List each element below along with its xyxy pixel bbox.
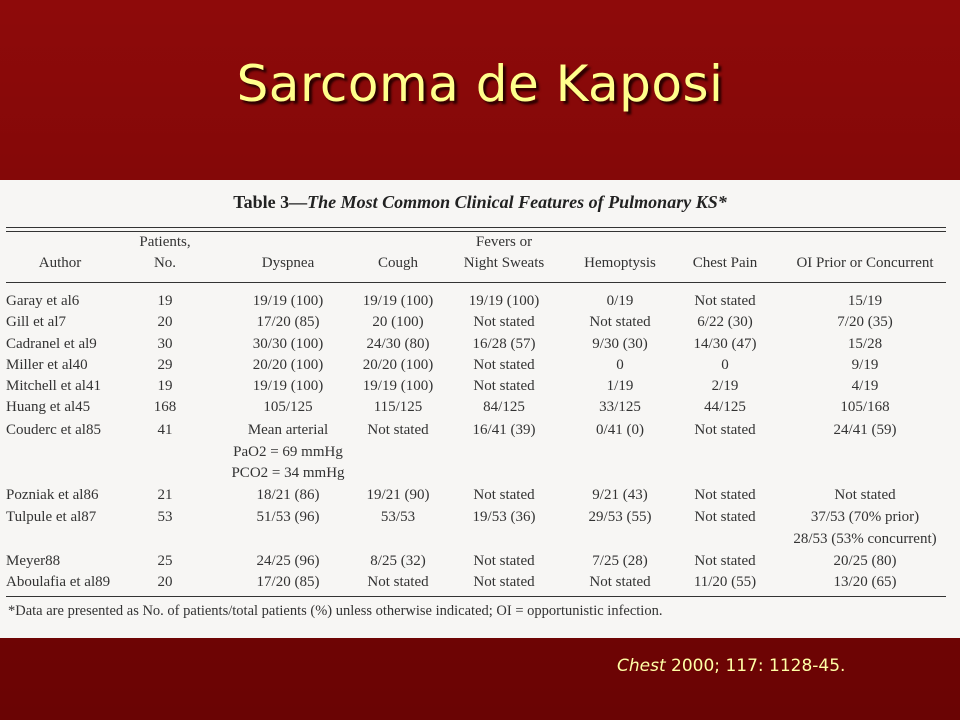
column-header-line: OI Prior or Concurrent bbox=[796, 255, 934, 271]
cell-hemoptysis: 33/125 bbox=[599, 399, 641, 415]
cell-fevers: Not stated bbox=[473, 378, 535, 394]
cell-patients: 29 bbox=[157, 357, 173, 373]
cell-fevers: Not stated bbox=[473, 487, 535, 503]
cell-dyspnea: 51/53 (96) bbox=[256, 509, 320, 525]
citation-details: 2000; 117: 1128-45. bbox=[665, 656, 846, 676]
cell-oi: 13/20 (65) bbox=[833, 574, 897, 590]
cell-cough: 19/21 (90) bbox=[366, 487, 430, 503]
cell-hemoptysis: Not stated bbox=[589, 574, 651, 590]
cell-hemoptysis: Not stated bbox=[589, 314, 651, 330]
cell-fevers: 19/53 (36) bbox=[472, 509, 536, 525]
cell-patients: 21 bbox=[157, 487, 173, 503]
cell-patients: 20 bbox=[157, 574, 173, 590]
column-header-line: Night Sweats bbox=[463, 255, 545, 271]
cell-chest-pain: Not stated bbox=[694, 553, 756, 569]
cell-author: Huang et al45 bbox=[6, 399, 91, 415]
cell-cough: Not stated bbox=[367, 422, 429, 438]
cell-oi: Not stated bbox=[834, 487, 896, 503]
cell-oi: 15/28 bbox=[847, 336, 883, 352]
cell-hemoptysis: 9/30 (30) bbox=[592, 336, 648, 352]
cell-fevers: Not stated bbox=[473, 314, 535, 330]
cell-fevers: 84/125 bbox=[483, 399, 525, 415]
cell-chest-pain: 6/22 (30) bbox=[697, 314, 753, 330]
table-title-prefix: Table 3— bbox=[233, 192, 308, 212]
cell-oi: 20/25 (80) bbox=[833, 553, 897, 569]
cell-dyspnea: 18/21 (86) bbox=[256, 487, 320, 503]
column-header-line: No. bbox=[153, 255, 177, 271]
cell-fevers: 16/28 (57) bbox=[472, 336, 536, 352]
cell-author: Miller et al40 bbox=[6, 357, 88, 373]
cell-chest-pain: Not stated bbox=[694, 293, 756, 309]
cell-patients: 53 bbox=[157, 509, 173, 525]
cell-hemoptysis: 7/25 (28) bbox=[592, 553, 648, 569]
cell-chest-pain: 0 bbox=[721, 357, 729, 373]
cell-hemoptysis: 0 bbox=[616, 357, 624, 373]
cell-dyspnea: 30/30 (100) bbox=[252, 336, 324, 352]
cell-fevers: 16/41 (39) bbox=[472, 422, 536, 438]
citation bbox=[617, 656, 845, 676]
cell-cough: 19/19 (100) bbox=[362, 293, 434, 309]
cell-author: Gill et al7 bbox=[6, 314, 66, 330]
table-rule-bottom bbox=[6, 596, 946, 597]
cell-dyspnea: PaO2 = 69 mmHg bbox=[233, 444, 343, 460]
cell-oi: 28/53 (53% concurrent) bbox=[793, 531, 937, 547]
cell-dyspnea: 19/19 (100) bbox=[252, 378, 324, 394]
table-title bbox=[0, 192, 960, 213]
cell-dyspnea: 20/20 (100) bbox=[252, 357, 324, 373]
cell-chest-pain: 14/30 (47) bbox=[693, 336, 757, 352]
citation-journal: Chest bbox=[617, 656, 666, 676]
cell-cough: 24/30 (80) bbox=[366, 336, 430, 352]
cell-cough: 8/25 (32) bbox=[370, 553, 426, 569]
cell-author: Couderc et al85 bbox=[6, 422, 101, 438]
table-panel bbox=[0, 180, 960, 638]
cell-author: Cadranel et al9 bbox=[6, 336, 97, 352]
cell-chest-pain: Not stated bbox=[694, 422, 756, 438]
cell-cough: 20 (100) bbox=[372, 314, 424, 330]
cell-dyspnea: Mean arterial bbox=[247, 422, 329, 438]
cell-chest-pain: 44/125 bbox=[704, 399, 746, 415]
cell-author: Meyer88 bbox=[6, 553, 61, 569]
cell-oi: 7/20 (35) bbox=[837, 314, 893, 330]
cell-dyspnea: 17/20 (85) bbox=[256, 574, 320, 590]
cell-hemoptysis: 0/41 (0) bbox=[596, 422, 644, 438]
cell-dyspnea: 105/125 bbox=[263, 399, 313, 415]
cell-oi: 37/53 (70% prior) bbox=[810, 509, 920, 525]
cell-author: Mitchell et al41 bbox=[6, 378, 101, 394]
column-header-line: Chest Pain bbox=[692, 255, 758, 271]
cell-cough: Not stated bbox=[367, 574, 429, 590]
column-header-line: Patients, bbox=[139, 234, 191, 250]
cell-oi: 9/19 bbox=[851, 357, 879, 373]
cell-cough: 53/53 bbox=[380, 509, 416, 525]
cell-author: Tulpule et al87 bbox=[6, 509, 97, 525]
cell-fevers: Not stated bbox=[473, 357, 535, 373]
column-header-line: Hemoptysis bbox=[584, 255, 656, 271]
cell-dyspnea: 24/25 (96) bbox=[256, 553, 320, 569]
cell-cough: 20/20 (100) bbox=[362, 357, 434, 373]
cell-hemoptysis: 29/53 (55) bbox=[588, 509, 652, 525]
table-title-italic: The Most Common Clinical Features of Pulmonary KS* bbox=[307, 192, 727, 212]
table-footnote: *Data are presented as No. of patients/total patients (%) unless otherwise indicated; OI = opportunistic infection. bbox=[8, 603, 663, 619]
cell-chest-pain: 11/20 (55) bbox=[693, 574, 757, 590]
cell-oi: 15/19 bbox=[847, 293, 883, 309]
column-header-line: Dyspnea bbox=[261, 255, 315, 271]
cell-chest-pain: Not stated bbox=[694, 487, 756, 503]
cell-oi: 105/168 bbox=[840, 399, 890, 415]
cell-patients: 41 bbox=[157, 422, 173, 438]
slide-title: Sarcoma de Kaposi bbox=[236, 55, 724, 113]
column-header-line: Author bbox=[38, 255, 82, 271]
cell-author: Pozniak et al86 bbox=[6, 487, 99, 503]
cell-cough: 19/19 (100) bbox=[362, 378, 434, 394]
table-rule-top bbox=[6, 227, 946, 228]
cell-fevers: Not stated bbox=[473, 553, 535, 569]
cell-patients: 30 bbox=[157, 336, 173, 352]
cell-dyspnea: 17/20 (85) bbox=[256, 314, 320, 330]
column-header-line: Cough bbox=[377, 255, 418, 271]
cell-oi: 4/19 bbox=[851, 378, 879, 394]
cell-patients: 19 bbox=[157, 293, 173, 309]
cell-author: Aboulafia et al89 bbox=[6, 574, 111, 590]
column-header-oi bbox=[775, 253, 955, 274]
cell-fevers: 19/19 (100) bbox=[468, 293, 540, 309]
cell-patients: 20 bbox=[157, 314, 173, 330]
cell-chest-pain: Not stated bbox=[694, 509, 756, 525]
cell-patients: 19 bbox=[157, 378, 173, 394]
cell-fevers: Not stated bbox=[473, 574, 535, 590]
cell-hemoptysis: 1/19 bbox=[606, 378, 634, 394]
cell-chest-pain: 2/19 bbox=[711, 378, 739, 394]
cell-hemoptysis: 0/19 bbox=[606, 293, 634, 309]
cell-patients: 25 bbox=[157, 553, 173, 569]
cell-dyspnea: 19/19 (100) bbox=[252, 293, 324, 309]
cell-cough: 115/125 bbox=[373, 399, 423, 415]
column-header-line: Fevers or bbox=[475, 234, 533, 250]
cell-hemoptysis: 9/21 (43) bbox=[592, 487, 648, 503]
cell-oi: 24/41 (59) bbox=[833, 422, 897, 438]
table-rule-header bbox=[6, 282, 946, 283]
cell-author: Garay et al6 bbox=[6, 293, 80, 309]
cell-dyspnea: PCO2 = 34 mmHg bbox=[231, 465, 345, 481]
cell-patients: 168 bbox=[153, 399, 177, 415]
